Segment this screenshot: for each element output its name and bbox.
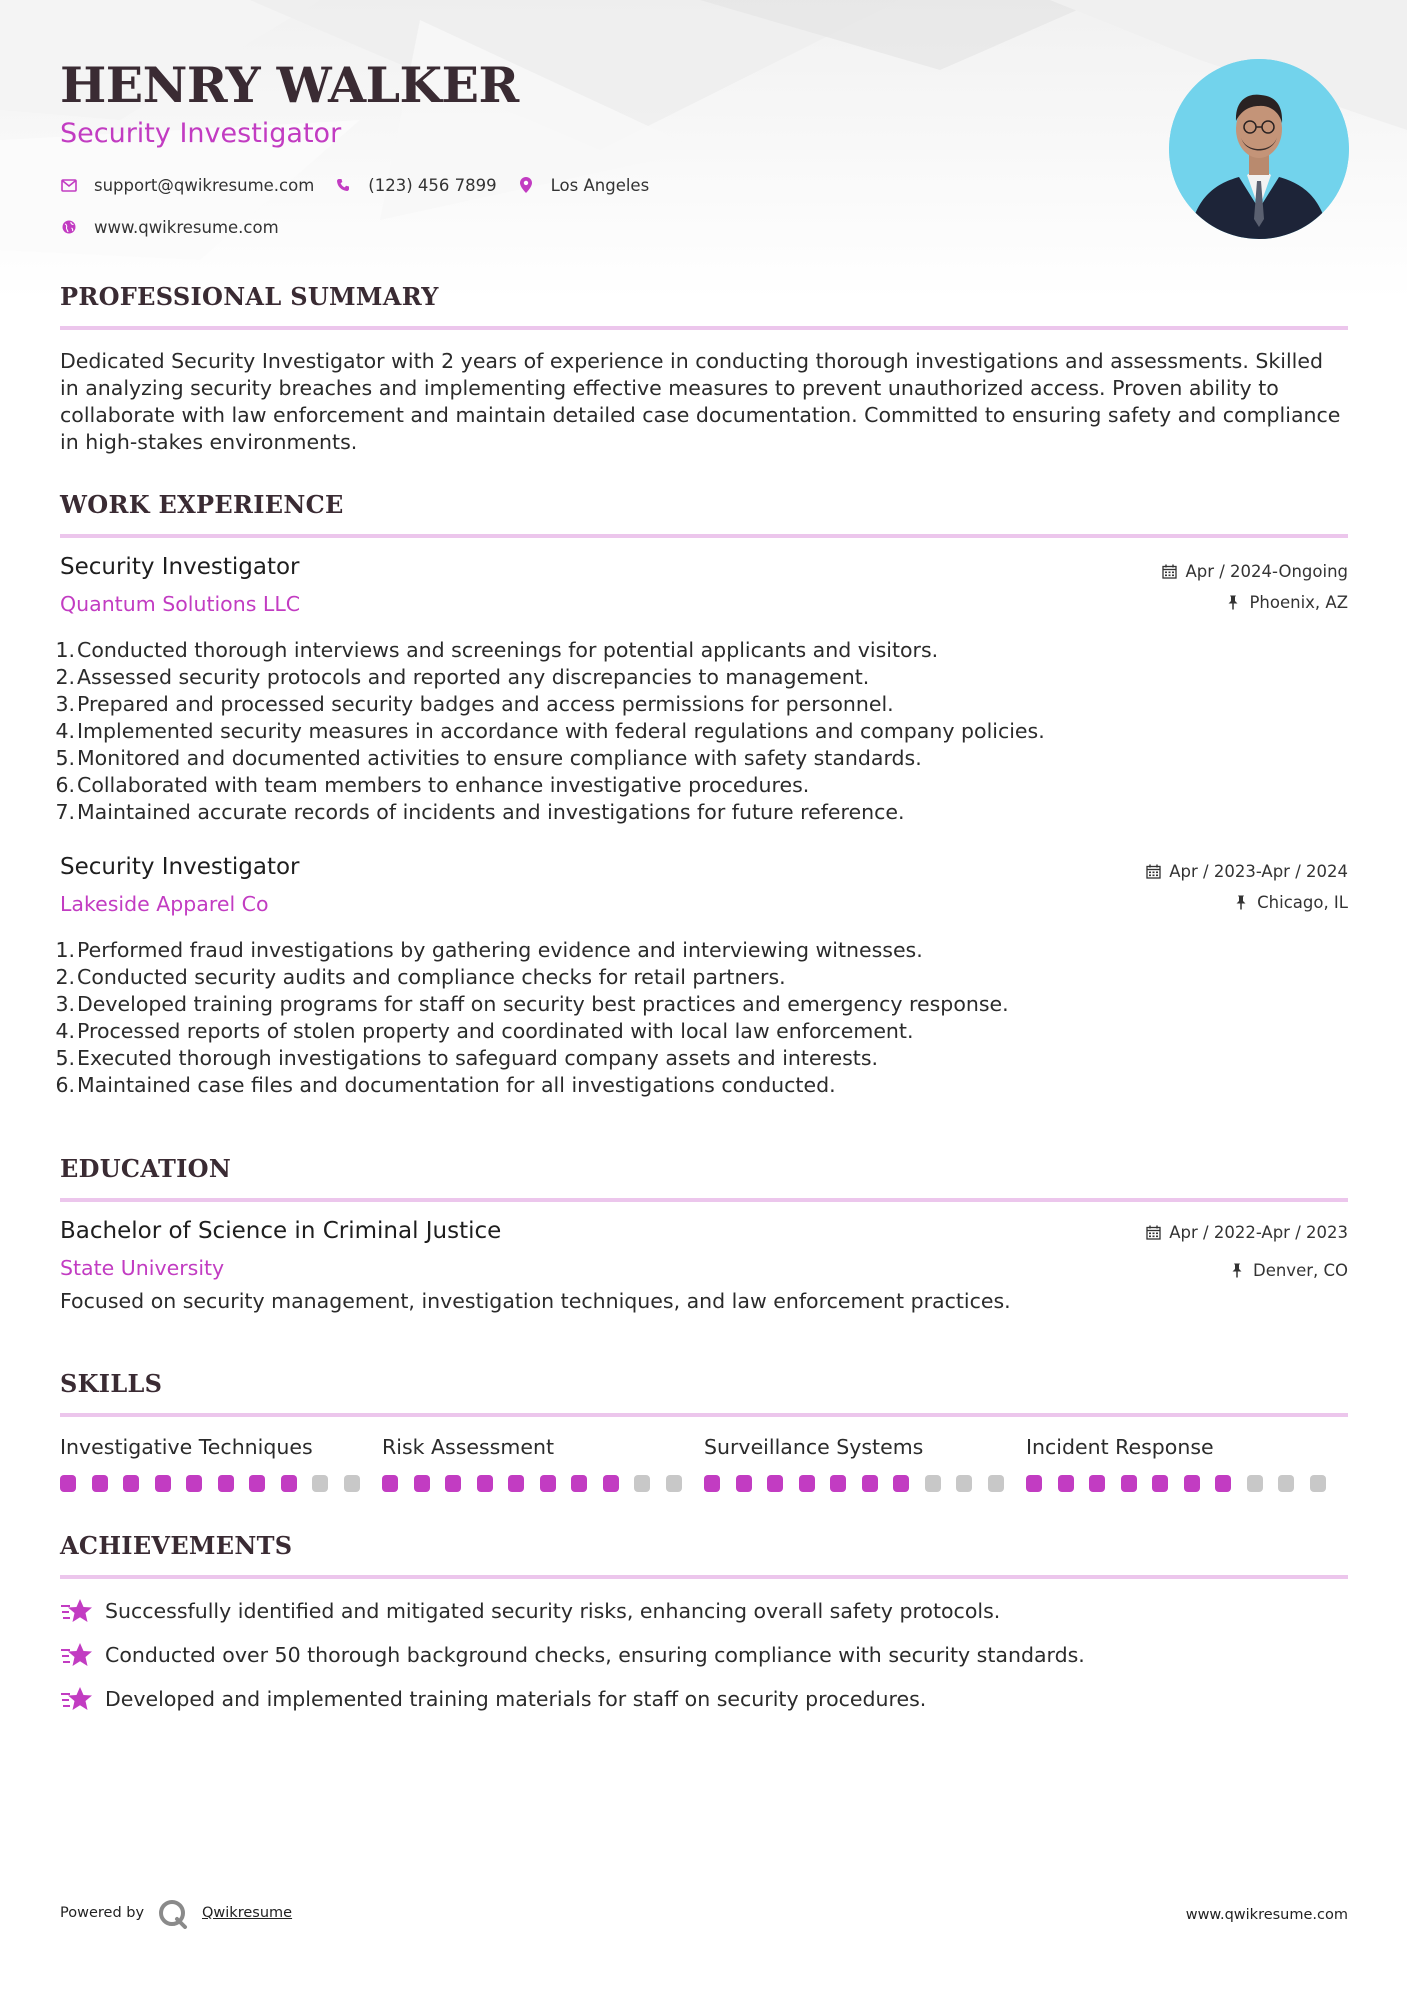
education-description: Focused on security management, investigation techniques, and law enforcement practices. [60,1289,1011,1313]
star-award-icon [60,1596,94,1626]
school-name: State University [60,1256,225,1280]
bullet-text: Implemented security measures in accordance with federal regulations and company policies. [77,719,1045,743]
envelope-icon [60,176,78,194]
skills-section [60,1367,1348,1492]
experience-section [55,488,1348,1099]
job-date-text: Apr / 2024-Ongoing [1185,561,1348,581]
achievements-list [60,1595,1348,1715]
summary-heading: PROFESSIONAL SUMMARY [60,282,439,311]
rating-dot-filled [249,1475,265,1492]
rating-dot-filled [445,1475,461,1492]
rating-dot-filled [382,1475,398,1492]
job-entry [55,854,1348,1099]
skills-heading: SKILLS [60,1369,163,1398]
job-bullet [55,664,1348,691]
job-bullet [55,691,1348,718]
bullet-number: 3. [55,692,75,716]
rating-dot-filled [704,1475,720,1492]
job-meta [1145,860,1348,922]
bullet-text: Maintained case files and documentation for all investigations conducted. [77,1073,836,1097]
job-bullet [55,799,1348,826]
achievement-text: Developed and implemented training materials for staff on security procedures. [105,1687,927,1711]
calendar-icon [1145,863,1161,879]
skill-name: Risk Assessment [382,1435,554,1459]
achievement-text: Conducted over 50 thorough background checks, ensuring compliance with security standards. [105,1643,1085,1667]
rating-dot-filled [540,1475,556,1492]
education-header [60,1218,1348,1290]
contact-row-1 [60,172,1060,198]
bullet-text: Processed reports of stolen property and coordinated with local law enforcement. [77,1019,914,1043]
pushpin-icon [1233,894,1249,910]
degree-title: Bachelor of Science in Criminal Justice [60,1218,502,1244]
rating-dot-filled [92,1475,108,1492]
rating-dot-filled [1184,1475,1200,1492]
footer-website[interactable]: www.qwikresume.com [1185,1907,1348,1923]
job-bullet [55,1072,1348,1099]
summary-section [60,280,1348,456]
job-bullets [55,637,1348,826]
job-bullet [55,1045,1348,1072]
rating-dot-empty [1310,1475,1326,1492]
candidate-title: Security Investigator [60,118,342,149]
qwikresume-logo-icon [158,1899,188,1929]
skill-name: Investigative Techniques [60,1435,313,1459]
bullet-text: Maintained accurate records of incidents and investigations for future reference. [77,800,905,824]
rating-dot-filled [1058,1475,1074,1492]
rating-dot-empty [312,1475,328,1492]
experience-heading: WORK EXPERIENCE [60,490,344,519]
job-title: Security Investigator [60,554,300,580]
rating-dot-filled [1089,1475,1105,1492]
job-bullet [55,991,1348,1018]
bullet-number: 1. [55,638,75,662]
rating-dot-filled [1121,1475,1137,1492]
skill-name: Surveillance Systems [704,1435,924,1459]
skill-rating [1026,1475,1348,1492]
bullet-number: 5. [55,746,75,770]
skill-rating [704,1475,1026,1492]
rating-dot-filled [60,1475,76,1492]
rating-dot-empty [666,1475,682,1492]
skill-name: Incident Response [1026,1435,1214,1459]
rating-dot-filled [477,1475,493,1492]
rating-dot-filled [603,1475,619,1492]
star-award-icon [60,1684,94,1714]
rating-dot-filled [123,1475,139,1492]
education-heading: EDUCATION [60,1154,232,1183]
job-header [60,554,1348,626]
email-item[interactable] [60,176,314,195]
location-item [517,176,650,195]
phone-item[interactable] [334,176,496,195]
section-divider [60,534,1348,538]
bullet-text: Collaborated with team members to enhance investigative procedures. [77,773,810,797]
section-divider [60,1198,1348,1202]
education-date-text: Apr / 2022-Apr / 2023 [1169,1222,1348,1242]
rating-dot-filled [1215,1475,1231,1492]
bullet-text: Developed training programs for staff on security best practices and emergency response. [77,992,1009,1016]
rating-dot-filled [799,1475,815,1492]
candidate-name: HENRY WALKER [60,56,519,114]
rating-dot-empty [1278,1475,1294,1492]
job-entry [55,554,1348,826]
job-company: Quantum Solutions LLC [60,592,301,616]
rating-dot-empty [1247,1475,1263,1492]
skill-rating [60,1475,382,1492]
rating-dot-filled [736,1475,752,1492]
rating-dot-filled [218,1475,234,1492]
job-location-text: Chicago, IL [1257,892,1348,912]
job-company: Lakeside Apparel Co [60,892,269,916]
rating-dot-filled [1026,1475,1042,1492]
calendar-icon [1161,563,1177,579]
job-bullet [55,937,1348,964]
rating-dot-filled [281,1475,297,1492]
skill-item [60,1435,382,1492]
rating-dot-empty [925,1475,941,1492]
bullet-number: 3. [55,992,75,1016]
achievements-heading: ACHIEVEMENTS [60,1531,293,1560]
job-bullet [55,772,1348,799]
bullet-text: Performed fraud investigations by gathering evidence and interviewing witnesses. [77,938,923,962]
bullet-text: Prepared and processed security badges and access permissions for personnel. [77,692,894,716]
phone-text: (123) 456 7899 [368,175,497,195]
rating-dot-filled [830,1475,846,1492]
qwikresume-link[interactable]: Qwikresume [202,1905,293,1921]
job-date-text: Apr / 2023-Apr / 2024 [1169,861,1348,881]
skill-item [1026,1435,1348,1492]
job-meta [1161,560,1348,622]
bullet-text: Conducted security audits and compliance checks for retail partners. [77,965,786,989]
job-bullet [55,964,1348,991]
job-bullet [55,745,1348,772]
rating-dot-filled [767,1475,783,1492]
skill-rating [382,1475,704,1492]
bullet-text: Conducted thorough interviews and screenings for potential applicants and visitors. [77,638,939,662]
location-text: Los Angeles [550,175,650,195]
map-pin-icon [517,176,535,194]
star-award-icon [60,1640,94,1670]
profile-photo [1169,59,1349,239]
rating-dot-filled [508,1475,524,1492]
achievement-item [60,1595,1348,1627]
education-location-text: Denver, CO [1252,1260,1348,1280]
rating-dot-filled [155,1475,171,1492]
job-title: Security Investigator [60,854,300,880]
job-bullets [55,937,1348,1099]
skill-item [382,1435,704,1492]
contact-row-2 [60,214,1060,240]
skill-item [704,1435,1026,1492]
rating-dot-filled [186,1475,202,1492]
contact-info [60,172,1060,256]
bullet-text: Executed thorough investigations to safeguard company assets and interests. [77,1046,879,1070]
powered-by-label: Powered by [60,1905,145,1921]
section-divider [60,1413,1348,1417]
education-meta [1145,1221,1348,1290]
rating-dot-filled [414,1475,430,1492]
education-section [60,1152,1348,1315]
achievement-item [60,1683,1348,1715]
job-location [1145,891,1348,913]
bullet-number: 6. [55,773,75,797]
rating-dot-filled [862,1475,878,1492]
website-item[interactable] [60,218,279,237]
skills-list [60,1435,1348,1492]
achievements-section [60,1529,1348,1727]
rating-dot-filled [893,1475,909,1492]
achievement-text: Successfully identified and mitigated security risks, enhancing overall safety protocols. [105,1599,1001,1623]
rating-dot-filled [571,1475,587,1492]
rating-dot-empty [956,1475,972,1492]
globe-icon [60,218,78,236]
job-header [60,854,1348,926]
rating-dot-filled [1152,1475,1168,1492]
bullet-number: 4. [55,719,75,743]
rating-dot-empty [988,1475,1004,1492]
bullet-text: Monitored and documented activities to ensure compliance with safety standards. [77,746,922,770]
pushpin-icon [1225,594,1241,610]
education-entry [60,1218,1348,1315]
bullet-number: 4. [55,1019,75,1043]
bullet-number: 2. [55,665,75,689]
job-location-text: Phoenix, AZ [1249,592,1348,612]
website-text: www.qwikresume.com [94,217,279,237]
bullet-number: 6. [55,1073,75,1097]
phone-icon [334,176,352,194]
achievement-item [60,1639,1348,1671]
bullet-number: 5. [55,1046,75,1070]
job-bullet [55,1018,1348,1045]
calendar-icon [1145,1224,1161,1240]
pushpin-icon [1229,1262,1245,1278]
job-bullet [55,637,1348,664]
job-bullet [55,718,1348,745]
bullet-number: 2. [55,965,75,989]
job-date [1161,560,1348,582]
bullet-number: 7. [55,800,75,824]
email-text: support@qwikresume.com [94,175,315,195]
bullet-number: 1. [55,938,75,962]
section-divider [60,1575,1348,1579]
education-location [1145,1259,1348,1281]
footer [60,1899,1348,1935]
summary-text: Dedicated Security Investigator with 2 years of experience in conducting thorough investigations and assessments. Skilled in analyzing security breaches and implementing effective measures to prevent unauthorized access. Proven ability to collaborate with law enforcement and maintain detailed case documentation. Committed to ensuring safety and compliance in high-stakes environments. [60,349,1341,454]
education-date [1145,1221,1348,1243]
bullet-text: Assessed security protocols and reported any discrepancies to management. [77,665,870,689]
job-date [1145,860,1348,882]
rating-dot-empty [344,1475,360,1492]
job-location [1161,591,1348,613]
rating-dot-empty [634,1475,650,1492]
section-divider [60,326,1348,330]
